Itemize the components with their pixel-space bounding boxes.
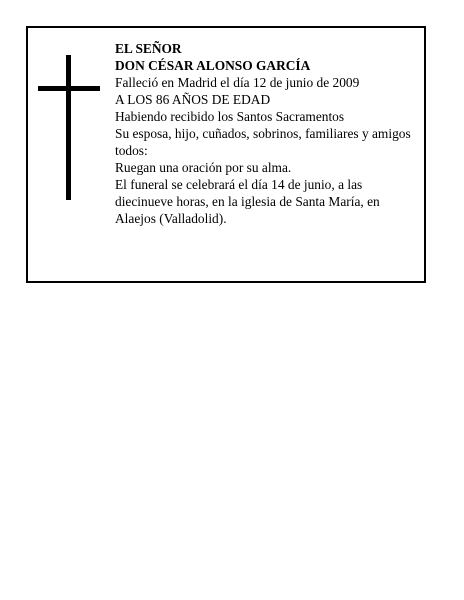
family-line: Su esposa, hijo, cuñados, sobrinos, familiares y amigos todos: [115, 126, 411, 158]
funeral-details-line: El funeral se celebrará el día 14 de junio, a las diecinueve horas, en la iglesia de Santa María, en Alaejos (Valladolid). [115, 177, 380, 226]
obituary-notice [26, 26, 426, 283]
cross-vertical-bar [66, 55, 71, 200]
deceased-name: DON CÉSAR ALONSO GARCÍA [115, 58, 311, 73]
notice-title-line-1: EL SEÑOR [115, 41, 182, 56]
notice-text [115, 40, 420, 227]
death-date-line: Falleció en Madrid el día 12 de junio de 2009 [115, 75, 360, 90]
cross-horizontal-bar [38, 86, 100, 91]
cross-icon [38, 55, 100, 200]
age-line: A LOS 86 AÑOS DE EDAD [115, 92, 271, 107]
sacraments-line: Habiendo recibido los Santos Sacramentos [115, 109, 345, 124]
prayer-line: Ruegan una oración por su alma. [115, 160, 292, 175]
